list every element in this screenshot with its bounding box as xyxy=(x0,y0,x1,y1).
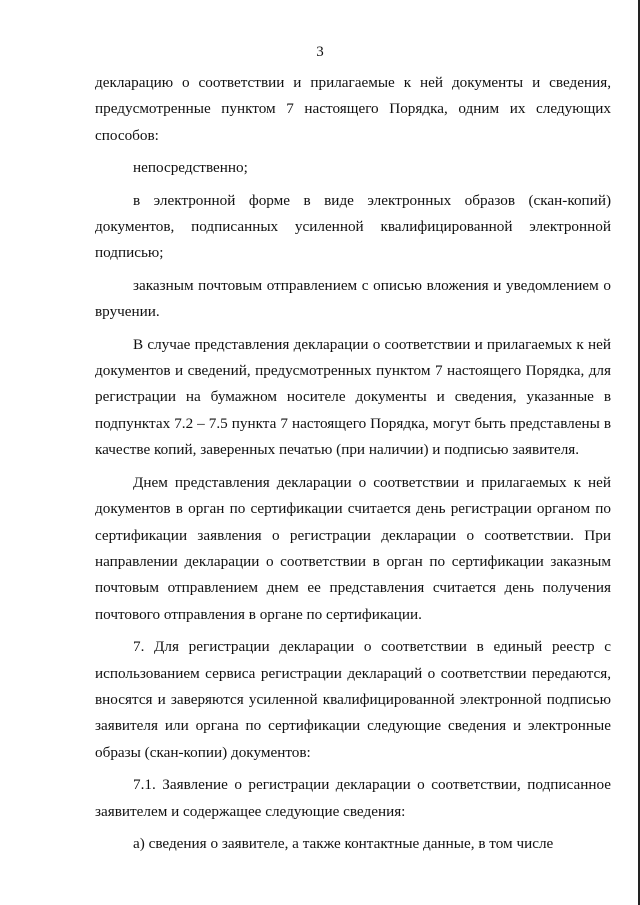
paragraph-7: 7. Для регистрации декларации о соответствии в единый реестр с использованием сервиса регистрации деклараций о соответствии передаются, вносятся и заверяются усиленной квалифицированной электронной подписью заявителя или органа по сертификации следующие сведения и электронные образы (скан-копии) документов: xyxy=(95,638,611,761)
paragraph-2: непосредственно; xyxy=(133,159,248,177)
paragraph-6: Днем представления декларации о соответствии и прилагаемых к ней документов в орган по сертификации считается день регистрации органом по сертификации заявления о регистрации декларации о соответствии. При направлении декларации о соответствии в орган по сертификации заказным почтовым отправлением днем ее представления считается день получения почтового отправления в органе по сертификации. xyxy=(95,473,611,623)
page-number: 3 xyxy=(316,44,324,60)
paragraph-8: 7.1. Заявление о регистрации декларации о соответствии, подписанное заявителем и содержащее следующие сведения: xyxy=(95,776,611,820)
paragraph-4: заказным почтовым отправлением с описью вложения и уведомлением о вручении. xyxy=(95,276,611,321)
document-body xyxy=(95,70,611,857)
paragraph-9: а) сведения о заявителе, а также контактные данные, в том числе xyxy=(133,834,554,852)
paragraph-1: декларацию о соответствии и прилагаемые к ней документы и сведения, предусмотренные пунктом 7 настоящего Порядка, одним их следующих способов: xyxy=(95,74,611,144)
paragraph-5: В случае представления декларации о соответствии и прилагаемых к ней документов и сведений, предусмотренных пунктом 7 настоящего Порядка, для регистрации на бумажном носителе документы и сведения, указанные в подпунктах 7.2 – 7.5 пункта 7 настоящего Порядка, могут быть представлены в качестве копий, заверенных печатью (при наличии) и подписью заявителя. xyxy=(95,335,611,459)
paragraph-3: в электронной форме в виде электронных образов (скан-копий) документов, подписанных усиленной квалифицированной электронной подписью; xyxy=(95,191,611,262)
